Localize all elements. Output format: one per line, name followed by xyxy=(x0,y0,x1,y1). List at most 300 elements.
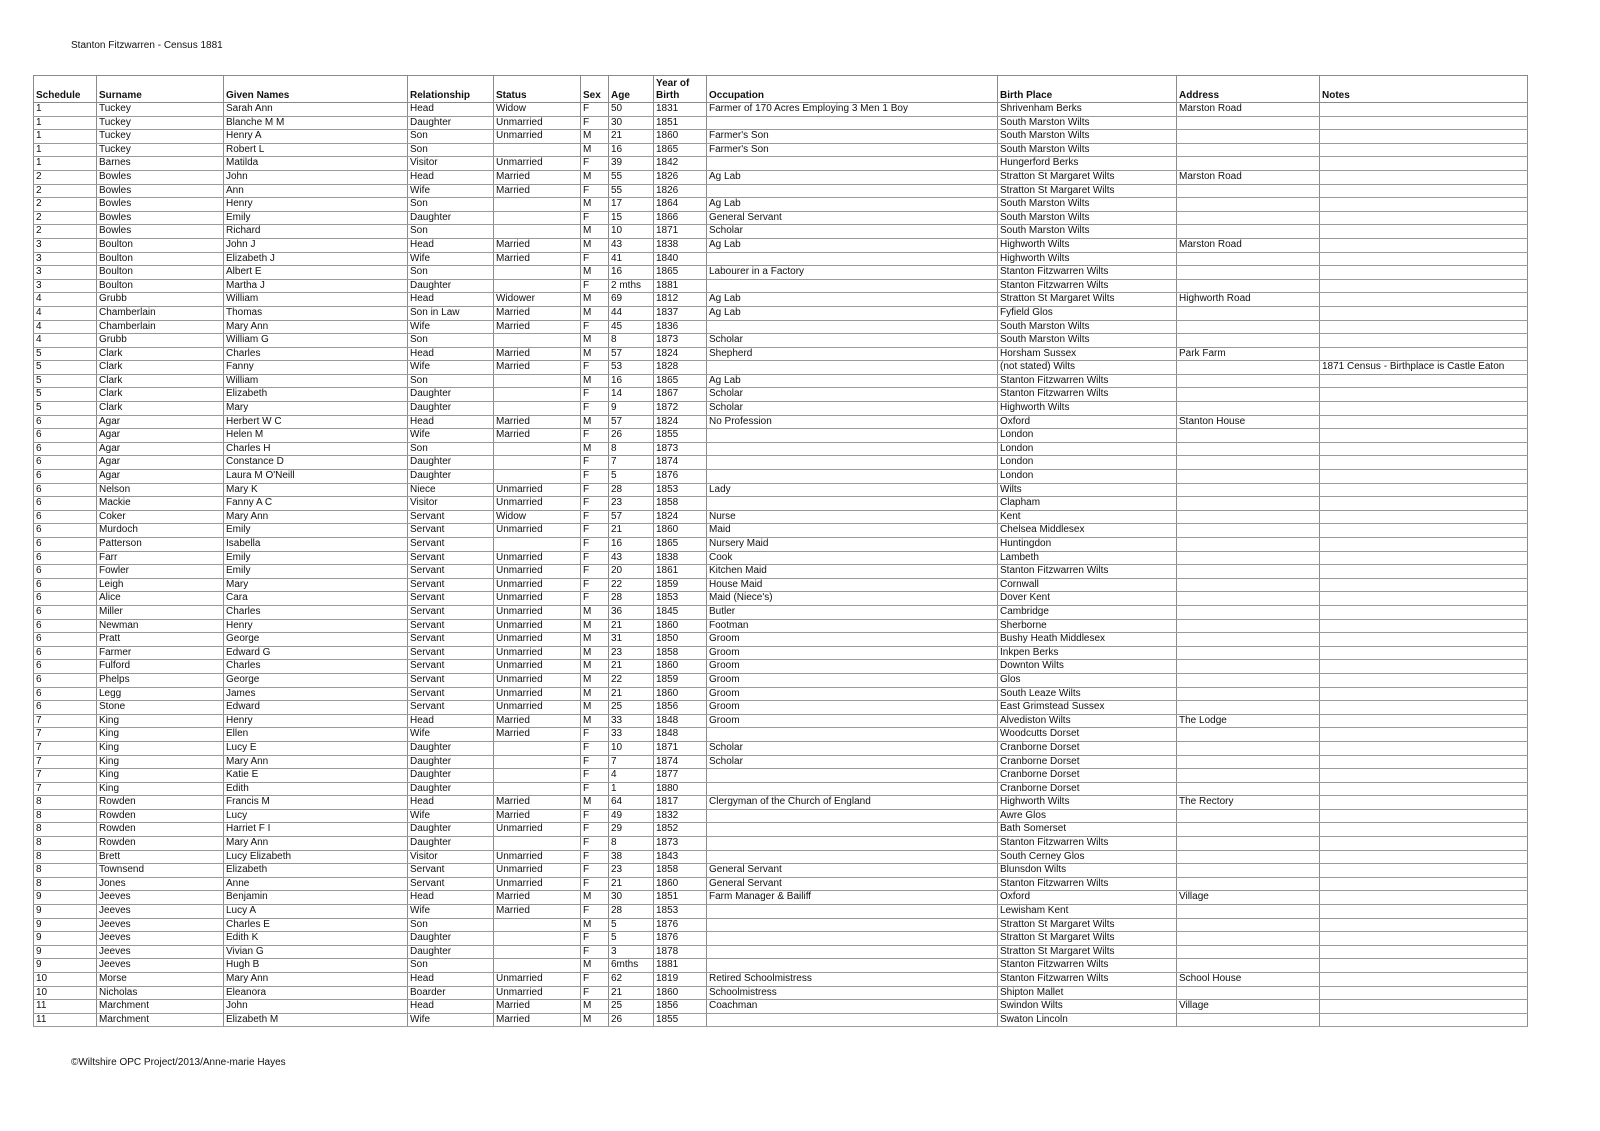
cell-surname: Boulton xyxy=(97,238,224,252)
cell-notes xyxy=(1320,279,1528,293)
cell-status: Unmarried xyxy=(494,646,581,660)
cell-sex: M xyxy=(581,701,609,715)
cell-schedule: 11 xyxy=(34,1013,97,1027)
cell-status: Unmarried xyxy=(494,633,581,647)
cell-surname: Rowden xyxy=(97,837,224,851)
cell-year-of-birth: 1873 xyxy=(654,837,707,851)
cell-status xyxy=(494,388,581,402)
cell-sex: M xyxy=(581,918,609,932)
cell-age: 33 xyxy=(609,728,654,742)
cell-notes xyxy=(1320,198,1528,212)
cell-occupation xyxy=(707,809,998,823)
cell-relationship: Son xyxy=(408,130,494,144)
cell-year-of-birth: 1881 xyxy=(654,959,707,973)
cell-notes xyxy=(1320,755,1528,769)
cell-given-names: Ann xyxy=(224,184,408,198)
table-row xyxy=(34,755,1528,769)
cell-address: Highworth Road xyxy=(1177,293,1320,307)
cell-relationship: Servant xyxy=(408,551,494,565)
cell-occupation xyxy=(707,728,998,742)
cell-year-of-birth: 1860 xyxy=(654,130,707,144)
cell-status: Unmarried xyxy=(494,973,581,987)
cell-sex: M xyxy=(581,170,609,184)
cell-age: 17 xyxy=(609,198,654,212)
cell-relationship: Son xyxy=(408,266,494,280)
cell-birth-place: Clapham xyxy=(998,497,1177,511)
cell-status xyxy=(494,959,581,973)
cell-relationship: Son xyxy=(408,334,494,348)
cell-given-names: Hugh B xyxy=(224,959,408,973)
cell-age: 8 xyxy=(609,442,654,456)
cell-occupation xyxy=(707,497,998,511)
cell-birth-place: (not stated) Wilts xyxy=(998,361,1177,375)
col-header-given-names: Given Names xyxy=(224,76,408,103)
cell-sex: F xyxy=(581,184,609,198)
cell-birth-place: Alvediston Wilts xyxy=(998,714,1177,728)
cell-age: 25 xyxy=(609,701,654,715)
cell-surname: Jeeves xyxy=(97,918,224,932)
cell-sex: M xyxy=(581,673,609,687)
cell-given-names: Martha J xyxy=(224,279,408,293)
cell-occupation xyxy=(707,782,998,796)
cell-relationship: Boarder xyxy=(408,986,494,1000)
cell-sex: M xyxy=(581,714,609,728)
cell-relationship: Servant xyxy=(408,864,494,878)
cell-age: 26 xyxy=(609,1013,654,1027)
cell-year-of-birth: 1864 xyxy=(654,198,707,212)
cell-occupation: Ag Lab xyxy=(707,293,998,307)
cell-surname: Patterson xyxy=(97,538,224,552)
table-row xyxy=(34,891,1528,905)
cell-notes xyxy=(1320,184,1528,198)
cell-given-names: Matilda xyxy=(224,157,408,171)
cell-given-names: Anne xyxy=(224,877,408,891)
cell-notes xyxy=(1320,497,1528,511)
cell-address xyxy=(1177,374,1320,388)
cell-age: 5 xyxy=(609,932,654,946)
table-row xyxy=(34,809,1528,823)
cell-birth-place: Stratton St Margaret Wilts xyxy=(998,945,1177,959)
cell-relationship: Daughter xyxy=(408,782,494,796)
year-header-line2: Birth xyxy=(656,90,680,101)
cell-year-of-birth: 1865 xyxy=(654,266,707,280)
cell-sex: M xyxy=(581,633,609,647)
cell-status xyxy=(494,225,581,239)
cell-age: 23 xyxy=(609,646,654,660)
cell-address xyxy=(1177,687,1320,701)
cell-birth-place: Hungerford Berks xyxy=(998,157,1177,171)
cell-notes xyxy=(1320,565,1528,579)
cell-status xyxy=(494,279,581,293)
cell-notes xyxy=(1320,605,1528,619)
cell-surname: Leigh xyxy=(97,578,224,592)
cell-address xyxy=(1177,905,1320,919)
cell-year-of-birth: 1824 xyxy=(654,347,707,361)
cell-year-of-birth: 1867 xyxy=(654,388,707,402)
cell-notes xyxy=(1320,1013,1528,1027)
table-row xyxy=(34,687,1528,701)
cell-status xyxy=(494,374,581,388)
cell-status: Unmarried xyxy=(494,592,581,606)
cell-surname: Coker xyxy=(97,510,224,524)
cell-given-names: Emily xyxy=(224,211,408,225)
cell-sex: M xyxy=(581,442,609,456)
cell-notes xyxy=(1320,306,1528,320)
cell-occupation: House Maid xyxy=(707,578,998,592)
cell-given-names: William xyxy=(224,374,408,388)
cell-occupation: Lady xyxy=(707,483,998,497)
cell-schedule: 9 xyxy=(34,918,97,932)
cell-address xyxy=(1177,864,1320,878)
cell-notes xyxy=(1320,823,1528,837)
cell-schedule: 6 xyxy=(34,538,97,552)
cell-year-of-birth: 1874 xyxy=(654,456,707,470)
cell-age: 64 xyxy=(609,796,654,810)
cell-sex: F xyxy=(581,578,609,592)
cell-schedule: 6 xyxy=(34,633,97,647)
cell-birth-place: Oxford xyxy=(998,891,1177,905)
cell-relationship: Daughter xyxy=(408,932,494,946)
cell-age: 16 xyxy=(609,266,654,280)
cell-status xyxy=(494,143,581,157)
cell-notes xyxy=(1320,334,1528,348)
cell-sex: F xyxy=(581,551,609,565)
cell-relationship: Servant xyxy=(408,565,494,579)
cell-sex: F xyxy=(581,483,609,497)
cell-schedule: 5 xyxy=(34,374,97,388)
table-row xyxy=(34,986,1528,1000)
cell-birth-place: Highworth Wilts xyxy=(998,796,1177,810)
table-row xyxy=(34,1013,1528,1027)
cell-schedule: 6 xyxy=(34,660,97,674)
cell-age: 31 xyxy=(609,633,654,647)
cell-occupation xyxy=(707,1013,998,1027)
cell-status: Married xyxy=(494,728,581,742)
cell-age: 26 xyxy=(609,429,654,443)
cell-address xyxy=(1177,116,1320,130)
cell-surname: Chamberlain xyxy=(97,320,224,334)
cell-notes xyxy=(1320,932,1528,946)
cell-address xyxy=(1177,266,1320,280)
cell-schedule: 5 xyxy=(34,402,97,416)
cell-birth-place: East Grimstead Sussex xyxy=(998,701,1177,715)
cell-occupation: General Servant xyxy=(707,211,998,225)
cell-relationship: Head xyxy=(408,1000,494,1014)
cell-given-names: Edith xyxy=(224,782,408,796)
cell-relationship: Son xyxy=(408,225,494,239)
cell-relationship: Servant xyxy=(408,687,494,701)
cell-notes xyxy=(1320,211,1528,225)
cell-surname: Grubb xyxy=(97,293,224,307)
cell-schedule: 9 xyxy=(34,945,97,959)
cell-schedule: 6 xyxy=(34,483,97,497)
cell-notes xyxy=(1320,728,1528,742)
cell-birth-place: Cornwall xyxy=(998,578,1177,592)
cell-relationship: Daughter xyxy=(408,279,494,293)
cell-age: 29 xyxy=(609,823,654,837)
col-header-sex: Sex xyxy=(581,76,609,103)
cell-schedule: 6 xyxy=(34,497,97,511)
cell-birth-place: London xyxy=(998,456,1177,470)
cell-given-names: Robert L xyxy=(224,143,408,157)
cell-birth-place: South Leaze Wilts xyxy=(998,687,1177,701)
cell-relationship: Servant xyxy=(408,592,494,606)
cell-sex: M xyxy=(581,238,609,252)
cell-age: 16 xyxy=(609,143,654,157)
cell-surname: Legg xyxy=(97,687,224,701)
cell-address xyxy=(1177,211,1320,225)
table-row xyxy=(34,130,1528,144)
cell-birth-place: Swaton Lincoln xyxy=(998,1013,1177,1027)
cell-year-of-birth: 1826 xyxy=(654,184,707,198)
cell-address xyxy=(1177,578,1320,592)
cell-sex: M xyxy=(581,130,609,144)
cell-given-names: Charles H xyxy=(224,442,408,456)
cell-notes xyxy=(1320,483,1528,497)
cell-status: Unmarried xyxy=(494,157,581,171)
table-row xyxy=(34,578,1528,592)
cell-given-names: Richard xyxy=(224,225,408,239)
cell-year-of-birth: 1853 xyxy=(654,592,707,606)
cell-address: Stanton House xyxy=(1177,415,1320,429)
cell-surname: Phelps xyxy=(97,673,224,687)
cell-given-names: Charles xyxy=(224,347,408,361)
cell-schedule: 6 xyxy=(34,687,97,701)
cell-given-names: Constance D xyxy=(224,456,408,470)
cell-relationship: Son xyxy=(408,442,494,456)
cell-address xyxy=(1177,252,1320,266)
cell-relationship: Daughter xyxy=(408,456,494,470)
table-row xyxy=(34,483,1528,497)
cell-given-names: George xyxy=(224,673,408,687)
cell-age: 23 xyxy=(609,864,654,878)
table-row xyxy=(34,782,1528,796)
cell-birth-place: Cambridge xyxy=(998,605,1177,619)
cell-age: 15 xyxy=(609,211,654,225)
cell-status xyxy=(494,538,581,552)
cell-given-names: Eleanora xyxy=(224,986,408,1000)
cell-birth-place: Kent xyxy=(998,510,1177,524)
cell-sex: F xyxy=(581,497,609,511)
cell-year-of-birth: 1858 xyxy=(654,497,707,511)
cell-year-of-birth: 1860 xyxy=(654,986,707,1000)
cell-year-of-birth: 1860 xyxy=(654,660,707,674)
cell-address xyxy=(1177,741,1320,755)
cell-year-of-birth: 1842 xyxy=(654,157,707,171)
cell-notes xyxy=(1320,1000,1528,1014)
cell-relationship: Daughter xyxy=(408,116,494,130)
cell-occupation xyxy=(707,945,998,959)
cell-status xyxy=(494,198,581,212)
cell-address xyxy=(1177,646,1320,660)
table-row xyxy=(34,456,1528,470)
cell-year-of-birth: 1873 xyxy=(654,442,707,456)
cell-sex: M xyxy=(581,796,609,810)
cell-surname: Townsend xyxy=(97,864,224,878)
cell-year-of-birth: 1838 xyxy=(654,238,707,252)
cell-status xyxy=(494,918,581,932)
cell-year-of-birth: 1850 xyxy=(654,633,707,647)
cell-status: Married xyxy=(494,320,581,334)
cell-sex: M xyxy=(581,266,609,280)
table-row xyxy=(34,293,1528,307)
table-row xyxy=(34,497,1528,511)
cell-surname: King xyxy=(97,769,224,783)
cell-birth-place: Stanton Fitzwarren Wilts xyxy=(998,374,1177,388)
cell-sex: F xyxy=(581,429,609,443)
table-row xyxy=(34,402,1528,416)
cell-schedule: 6 xyxy=(34,592,97,606)
cell-schedule: 8 xyxy=(34,864,97,878)
table-row xyxy=(34,701,1528,715)
cell-schedule: 7 xyxy=(34,728,97,742)
cell-schedule: 7 xyxy=(34,755,97,769)
cell-age: 38 xyxy=(609,850,654,864)
cell-schedule: 6 xyxy=(34,442,97,456)
cell-age: 14 xyxy=(609,388,654,402)
cell-address xyxy=(1177,755,1320,769)
cell-schedule: 2 xyxy=(34,184,97,198)
cell-given-names: Cara xyxy=(224,592,408,606)
cell-address xyxy=(1177,320,1320,334)
cell-age: 7 xyxy=(609,456,654,470)
cell-occupation: Groom xyxy=(707,633,998,647)
cell-occupation: Scholar xyxy=(707,741,998,755)
cell-sex: F xyxy=(581,973,609,987)
cell-surname: Marchment xyxy=(97,1013,224,1027)
cell-birth-place: Dover Kent xyxy=(998,592,1177,606)
cell-status xyxy=(494,769,581,783)
cell-given-names: James xyxy=(224,687,408,701)
cell-notes xyxy=(1320,687,1528,701)
cell-age: 57 xyxy=(609,347,654,361)
cell-birth-place: Shrivenham Berks xyxy=(998,103,1177,117)
cell-address xyxy=(1177,538,1320,552)
cell-occupation: Scholar xyxy=(707,402,998,416)
cell-occupation: Labourer in a Factory xyxy=(707,266,998,280)
cell-surname: Agar xyxy=(97,415,224,429)
table-row xyxy=(34,320,1528,334)
cell-relationship: Son in Law xyxy=(408,306,494,320)
cell-surname: Newman xyxy=(97,619,224,633)
cell-occupation: Retired Schoolmistress xyxy=(707,973,998,987)
cell-relationship: Head xyxy=(408,973,494,987)
cell-year-of-birth: 1843 xyxy=(654,850,707,864)
cell-year-of-birth: 1848 xyxy=(654,714,707,728)
table-row xyxy=(34,116,1528,130)
cell-given-names: Fanny A C xyxy=(224,497,408,511)
cell-occupation: Scholar xyxy=(707,334,998,348)
cell-given-names: Sarah Ann xyxy=(224,103,408,117)
table-row xyxy=(34,306,1528,320)
table-row xyxy=(34,714,1528,728)
cell-birth-place: Downton Wilts xyxy=(998,660,1177,674)
cell-given-names: Edward G xyxy=(224,646,408,660)
cell-occupation xyxy=(707,905,998,919)
cell-address xyxy=(1177,306,1320,320)
cell-schedule: 2 xyxy=(34,170,97,184)
cell-notes xyxy=(1320,646,1528,660)
cell-surname: Barnes xyxy=(97,157,224,171)
cell-occupation xyxy=(707,184,998,198)
cell-sex: F xyxy=(581,116,609,130)
cell-sex: M xyxy=(581,374,609,388)
cell-surname: Fowler xyxy=(97,565,224,579)
cell-relationship: Wife xyxy=(408,184,494,198)
cell-given-names: Ellen xyxy=(224,728,408,742)
cell-year-of-birth: 1855 xyxy=(654,1013,707,1027)
cell-sex: F xyxy=(581,592,609,606)
cell-relationship: Head xyxy=(408,415,494,429)
cell-age: 69 xyxy=(609,293,654,307)
cell-surname: Clark xyxy=(97,361,224,375)
cell-surname: Murdoch xyxy=(97,524,224,538)
cell-address: Village xyxy=(1177,1000,1320,1014)
cell-surname: Bowles xyxy=(97,170,224,184)
cell-address xyxy=(1177,592,1320,606)
cell-relationship: Wife xyxy=(408,361,494,375)
cell-occupation: Farmer of 170 Acres Employing 3 Men 1 Boy xyxy=(707,103,998,117)
cell-status: Unmarried xyxy=(494,877,581,891)
cell-schedule: 6 xyxy=(34,510,97,524)
table-row xyxy=(34,198,1528,212)
cell-relationship: Head xyxy=(408,347,494,361)
cell-birth-place: Shipton Mallet xyxy=(998,986,1177,1000)
cell-birth-place: London xyxy=(998,429,1177,443)
cell-relationship: Daughter xyxy=(408,945,494,959)
cell-birth-place: Cranborne Dorset xyxy=(998,769,1177,783)
table-row xyxy=(34,605,1528,619)
table-row xyxy=(34,769,1528,783)
cell-age: 36 xyxy=(609,605,654,619)
cell-surname: Bowles xyxy=(97,225,224,239)
cell-age: 10 xyxy=(609,741,654,755)
cell-given-names: William G xyxy=(224,334,408,348)
cell-relationship: Daughter xyxy=(408,769,494,783)
cell-age: 20 xyxy=(609,565,654,579)
cell-sex: F xyxy=(581,823,609,837)
cell-given-names: Edward xyxy=(224,701,408,715)
cell-sex: F xyxy=(581,850,609,864)
cell-sex: M xyxy=(581,306,609,320)
cell-occupation xyxy=(707,837,998,851)
cell-schedule: 1 xyxy=(34,130,97,144)
cell-occupation: Ag Lab xyxy=(707,306,998,320)
cell-age: 30 xyxy=(609,891,654,905)
cell-relationship: Son xyxy=(408,959,494,973)
cell-relationship: Servant xyxy=(408,605,494,619)
cell-year-of-birth: 1877 xyxy=(654,769,707,783)
table-row xyxy=(34,429,1528,443)
cell-given-names: Mary Ann xyxy=(224,510,408,524)
copyright-footer: ©Wiltshire OPC Project/2013/Anne-marie Hayes xyxy=(71,1057,286,1068)
cell-address xyxy=(1177,524,1320,538)
cell-surname: Clark xyxy=(97,388,224,402)
cell-status: Unmarried xyxy=(494,551,581,565)
cell-given-names: Lucy xyxy=(224,809,408,823)
cell-sex: F xyxy=(581,905,609,919)
cell-year-of-birth: 1852 xyxy=(654,823,707,837)
cell-schedule: 1 xyxy=(34,143,97,157)
table-row xyxy=(34,565,1528,579)
cell-year-of-birth: 1874 xyxy=(654,755,707,769)
cell-relationship: Head xyxy=(408,170,494,184)
cell-surname: Grubb xyxy=(97,334,224,348)
cell-year-of-birth: 1853 xyxy=(654,483,707,497)
cell-birth-place: Sherborne xyxy=(998,619,1177,633)
cell-notes xyxy=(1320,293,1528,307)
cell-surname: Farr xyxy=(97,551,224,565)
